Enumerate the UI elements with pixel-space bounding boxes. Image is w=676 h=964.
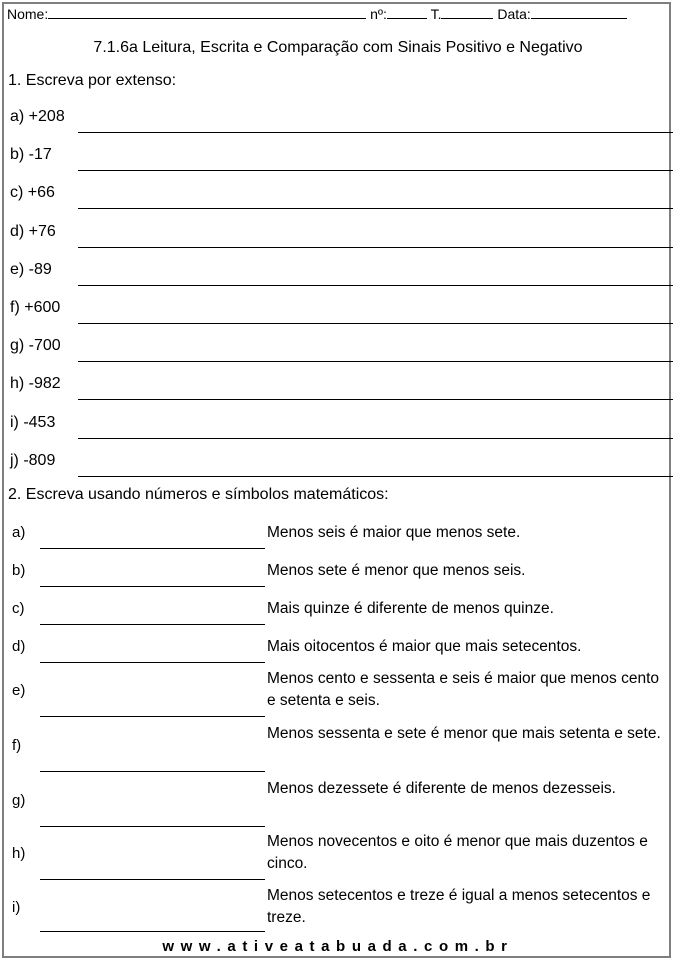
section1-item (0, 183, 676, 213)
page-title: 7.1.6a Leitura, Escrita e Comparação com Sinais Positivo e Negativo (93, 39, 583, 56)
answer-line[interactable] (78, 247, 673, 248)
section1-item (0, 336, 676, 366)
section2-item-label: e) (12, 682, 26, 699)
section2-item-label: d) (12, 638, 26, 655)
section2-item-label: i) (12, 899, 21, 916)
answer-line[interactable] (40, 586, 265, 587)
answer-line[interactable] (40, 826, 265, 827)
answer-line[interactable] (78, 399, 673, 400)
answer-line[interactable] (40, 771, 265, 772)
section2-item-label: a) (12, 524, 26, 541)
student-header (7, 6, 627, 22)
section1-item-label: g) -700 (10, 337, 61, 355)
answer-line[interactable] (78, 208, 673, 209)
section2-item-sentence: Menos sessenta e sete é menor que mais setenta e sete. (267, 725, 661, 742)
section1-item (0, 222, 676, 252)
section2-item-label: b) (12, 562, 26, 579)
section2-item (0, 831, 676, 881)
section2-item-sentence: Menos novecentos e oito é menor que mais duzentos e cinco. (267, 833, 648, 872)
section1-item-label: e) -89 (10, 260, 52, 278)
footer-url: www.ativeatabuada.com.br (162, 938, 514, 955)
section1-item-label: h) -982 (10, 375, 61, 393)
section2-item (0, 558, 676, 588)
section1-item-label: c) +66 (10, 184, 55, 202)
section1-item-label: a) +208 (10, 108, 65, 125)
section1-item (0, 107, 676, 137)
section2-item (0, 634, 676, 664)
section2-item-sentence: Mais quinze é diferente de menos quinze. (267, 600, 554, 617)
answer-line[interactable] (78, 438, 673, 439)
section2-item (0, 885, 676, 935)
answer-line[interactable] (78, 323, 673, 324)
number-field-line[interactable] (387, 6, 427, 19)
section2-item-sentence: Menos cento e sessenta e seis é maior que menos cento e setenta e seis. (267, 670, 660, 709)
name-field-line[interactable] (48, 6, 366, 19)
answer-line[interactable] (78, 476, 673, 477)
section2-item (0, 520, 676, 550)
section2-item-sentence: Mais oitocentos é maior que mais setecentos. (267, 638, 582, 655)
section2-item-label: h) (12, 845, 26, 862)
section2-item-sentence: Menos setecentos e treze é igual a menos setecentos e treze. (267, 887, 651, 926)
section1-item-label: j) -809 (10, 451, 56, 469)
answer-line[interactable] (78, 132, 673, 133)
section2-item-sentence: Menos seis é maior que menos sete. (267, 524, 521, 541)
section1-item (0, 451, 676, 481)
answer-line[interactable] (78, 285, 673, 286)
section1-item-label: b) -17 (10, 146, 52, 164)
answer-line[interactable] (78, 170, 673, 171)
answer-line[interactable] (40, 548, 265, 549)
section2-item-label: g) (12, 792, 26, 809)
answer-line[interactable] (40, 716, 265, 717)
section1-heading: 1. Escreva por extenso: (8, 72, 177, 89)
answer-line[interactable] (40, 931, 265, 932)
section1-item-label: f) +600 (10, 299, 61, 316)
section2-item (0, 596, 676, 626)
class-field-line[interactable] (441, 6, 493, 19)
section2-heading: 2. Escreva usando números e símbolos matemáticos: (8, 486, 389, 503)
section2-item-label: f) (12, 737, 22, 754)
answer-line[interactable] (78, 361, 673, 362)
section2-item-sentence: Menos dezessete é diferente de menos dezesseis. (267, 780, 616, 797)
date-label: Data: (497, 6, 531, 22)
section1-item (0, 298, 676, 328)
answer-line[interactable] (40, 879, 265, 880)
class-label: T. (430, 6, 442, 22)
section1-item-label: d) +76 (10, 222, 56, 240)
section1-item (0, 145, 676, 175)
section1-item (0, 260, 676, 290)
date-field-line[interactable] (531, 6, 627, 19)
section1-item (0, 413, 676, 443)
answer-line[interactable] (40, 624, 265, 625)
number-label: nº: (370, 6, 387, 22)
section2-item (0, 723, 676, 773)
name-label: Nome: (7, 6, 49, 22)
section2-item-sentence: Menos sete é menor que menos seis. (267, 562, 526, 579)
answer-line[interactable] (40, 662, 265, 663)
section2-item-label: c) (12, 600, 25, 617)
section2-item (0, 778, 676, 828)
section1-item (0, 374, 676, 404)
section1-item-label: i) -453 (10, 413, 56, 431)
section2-item (0, 668, 676, 718)
